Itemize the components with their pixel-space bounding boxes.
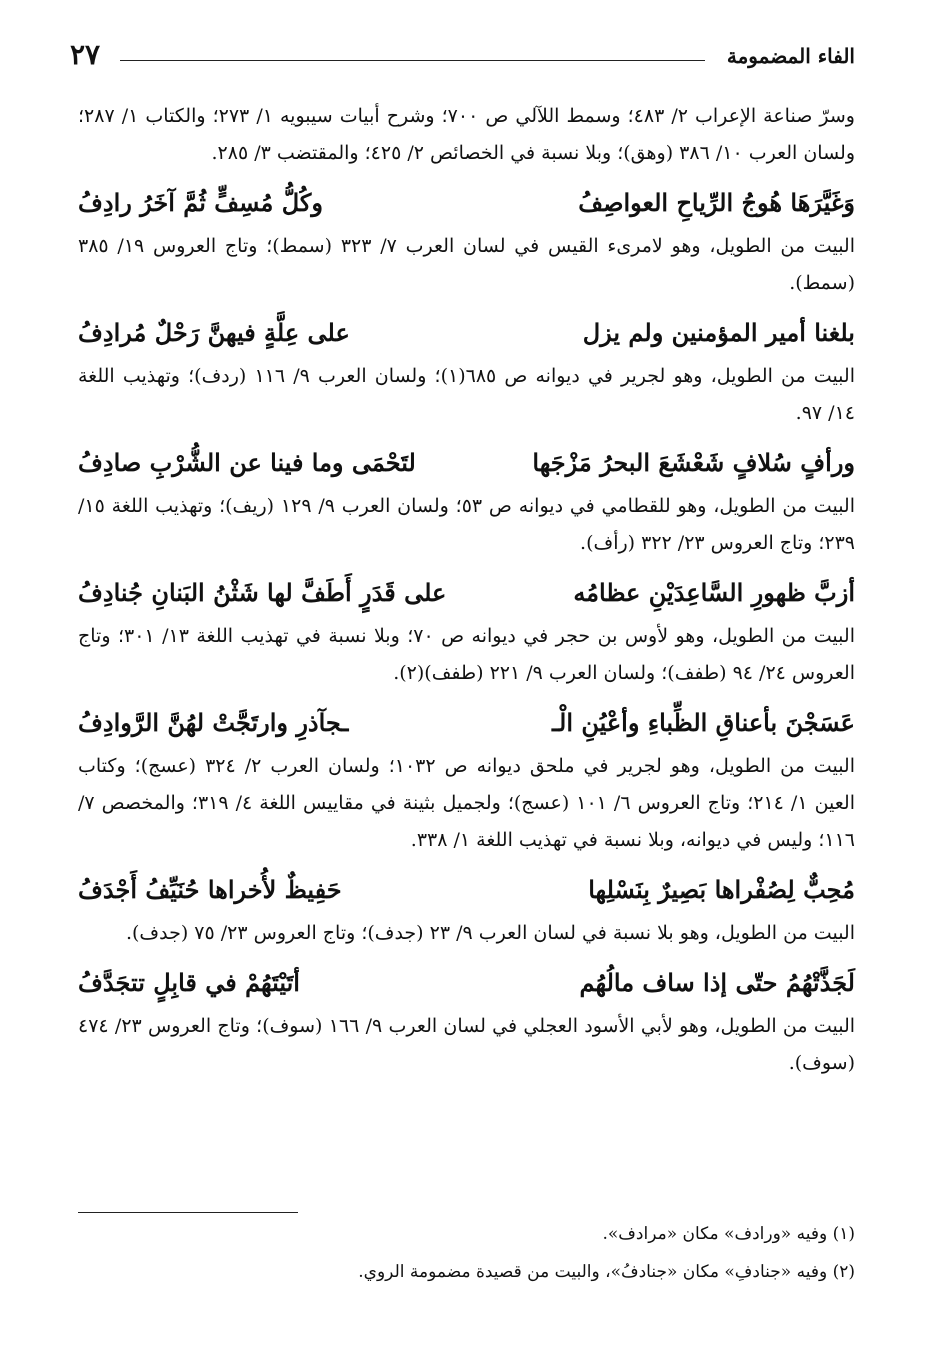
first-hemistich: عَسَجْنَ بأعناقِ الظِّباءِ وأعْيُنِ الْـ [551,708,855,737]
poem-entry [78,865,855,952]
citation: البيت من الطويل، وهو لجرير في ملحق ديوانه ص ١٠٣٢؛ ولسان العرب ٢/ ٣٢٤ (عسج)؛ وكتاب العين ١/ ٢١٤؛ وتاج العروس ٦/ ١٠١ (عسج)؛ ولجميل بثينة في مقاييس اللغة ٤/ ٣١٩؛ والمخصص ٧/ ١١٦؛ وليس في ديوانه، وبلا نسبة في تهذيب اللغة ١/ ٣٣٨. [78,755,855,851]
main-content [78,98,855,1082]
first-hemistich: ورأفٍ سُلافٍ شَعْشَعَ البحرُ مَزْجَها [532,448,855,477]
second-hemistich: على قَدَرٍ أَطَفَّ لها شَثْنُ البَنانِ جُنادِفُ [78,578,447,607]
citation: البيت من الطويل، وهو بلا نسبة في لسان العرب ٩/ ٢٣ (جدف)؛ وتاج العروس ٢٣/ ٧٥ (جدف). [125,922,855,944]
second-hemistich: لتَحْمَى وما فينا عن الشُّرْبِ صادِفُ [78,448,416,477]
verse-line [78,178,855,228]
first-hemistich: أزبَّ ظهورِ السَّاعِدَيْنِ عظامُه [573,578,855,607]
footnote: (٢) وفيه «جنادفِ» مكان «جنادفُ»، والبيت من قصيدة مضمومة الروي. [358,1262,855,1282]
page-header [70,38,855,78]
citation: البيت من الطويل، وهو لامرىء القيس في لسان العرب ٧/ ٣٢٣ (سمط)؛ وتاج العروس ١٩/ ٣٨٥ (سمط). [78,235,856,294]
citation: البيت من الطويل، وهو للقطامي في ديوانه ص ٥٣؛ ولسان العرب ٩/ ١٢٩ (ريف)؛ وتهذيب اللغة ١٥/ ٢٣٩؛ وتاج العروس ٢٣/ ٣٢٢ (رأف). [78,495,855,554]
verse-line [78,865,855,915]
verse-line [78,698,855,748]
header-rule [120,60,705,61]
poem-entry [78,438,855,562]
citation: البيت من الطويل، وهو لأبي الأسود العجلي في لسان العرب ٩/ ١٦٦ (سوف)؛ وتاج العروس ٢٣/ ٤٧٤ (سوف). [78,1015,856,1074]
first-hemistich: مُحِبٌّ لِصُفْراها بَصِيرٌ بِنَسْلِها [588,875,855,904]
intro-paragraph: وسرّ صناعة الإعراب ٢/ ٤٨٣؛ وسمط اللآلي ص ٧٠٠؛ وشرح أبيات سيبويه ١/ ٢٧٣؛ والكتاب ١/ ٢٨٧؛ ولسان العرب ١٠/ ٣٨٦ (وهق)؛ وبلا نسبة في الخصائص ٢/ ٤٢٥؛ والمقتضب ٣/ ٢٨٥. [78,105,855,164]
poem-entry [78,178,855,302]
page-number: ٢٧ [70,38,101,71]
poem-entry [78,568,855,692]
first-hemistich: وَغَيَّرَهَا هُوجُ الرِّياحِ العواصِفُ [578,188,855,217]
footnote: (١) وفيه «ورادف» مكان «مرادف». [602,1224,855,1244]
second-hemistich: وكُلُّ مُسِفٍّ ثُمَّ آخَرُ رادِفُ [78,188,323,217]
poem-entry [78,958,855,1082]
second-hemistich: أتَيْتَهُمْ في قابِلٍ تتجَدَّفُ [78,968,300,997]
first-hemistich: بلغنا أمير المؤمنين ولم يزل [582,318,855,347]
citation: البيت من الطويل، وهو لجرير في ديوانه ص ٦٨٥(١)؛ ولسان العرب ٩/ ١١٦ (ردف)؛ وتهذيب اللغة ١٤/ ٩٧. [78,365,855,424]
second-hemistich: حَفِيظٌ لأُخراها حُنَيِّفُ أَجْدَفُ [78,875,342,904]
verse-line [78,958,855,1008]
poem-entry [78,308,855,432]
citation: البيت من الطويل، وهو لأوس بن حجر في ديوانه ص ٧٠؛ وبلا نسبة في تهذيب اللغة ١٣/ ٣٠١؛ وتاج العروس ٢٤/ ٩٤ (طفف)؛ ولسان العرب ٩/ ٢٢١ (طفف)(٢). [78,625,855,684]
running-title: الفاء المضمومة [726,44,855,68]
footnote-separator [78,1212,298,1213]
first-hemistich: لَجَذَّتْهُمُ حتّى إذا ساف مالُهُم [579,968,855,997]
verse-line [78,308,855,358]
verse-line [78,438,855,488]
second-hemistich: على عِلَّةٍ فيهنَّ رَحْلٌ مُرادِفُ [78,318,350,347]
poem-entry [78,698,855,859]
second-hemistich: ـجآذرِ وارتَجَّتْ لهُنَّ الرَّوادِفُ [78,708,349,737]
footnotes [78,1212,855,1289]
verse-line [78,568,855,618]
